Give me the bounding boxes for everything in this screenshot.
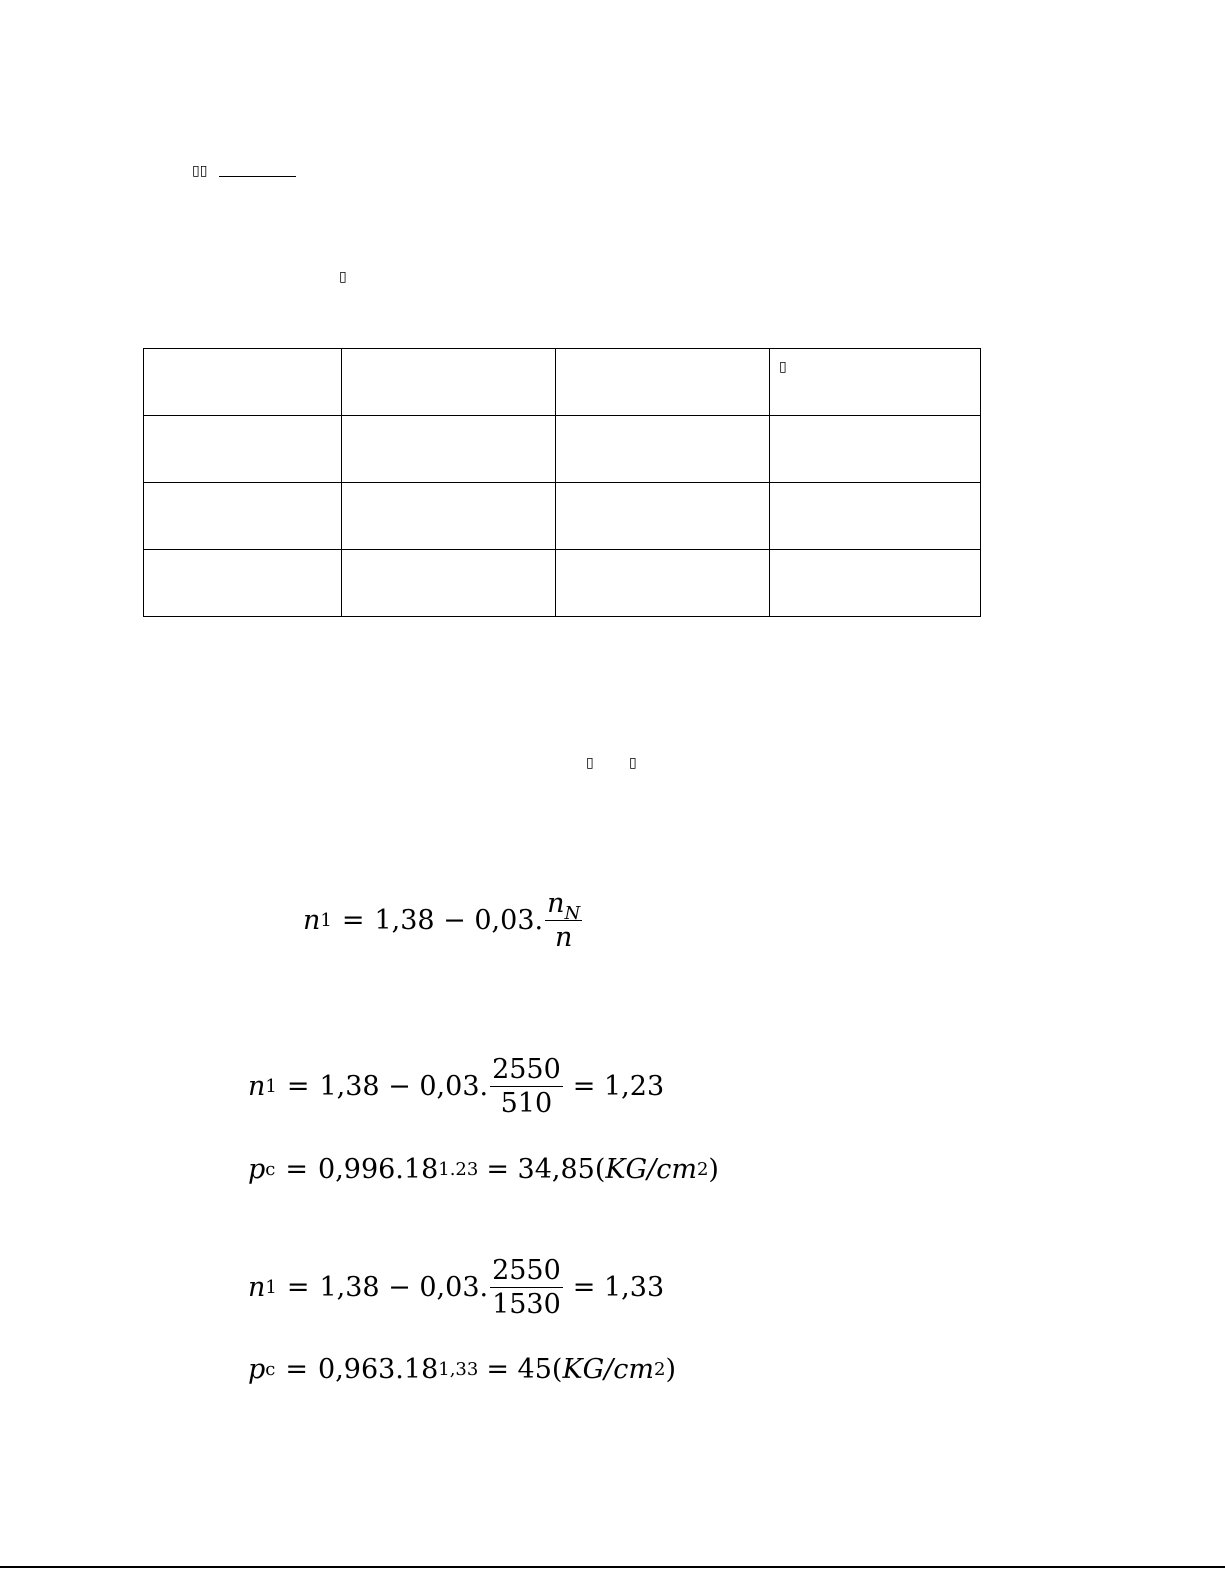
table-cell bbox=[556, 349, 770, 416]
table-row bbox=[144, 550, 981, 617]
header-missing-glyphs: ▯▯ bbox=[192, 163, 208, 179]
table-cell bbox=[144, 349, 342, 416]
table-cell bbox=[144, 550, 342, 617]
table-cell bbox=[342, 483, 556, 550]
formula-pc-calc-2: p c = 0,963.18 1,33 = 45( KG/cm 2 ) bbox=[248, 1354, 676, 1385]
midline-missing-glyph-a: ▯ bbox=[586, 755, 594, 771]
data-table bbox=[143, 348, 981, 617]
table-cell bbox=[342, 349, 556, 416]
table-cell bbox=[770, 483, 981, 550]
table-cell bbox=[144, 483, 342, 550]
table-row bbox=[144, 483, 981, 550]
page-bottom-rule bbox=[0, 1566, 1225, 1568]
header-underline bbox=[219, 176, 296, 177]
table-cell bbox=[556, 483, 770, 550]
table-cell bbox=[342, 416, 556, 483]
formula-n1-calc-1: n 1 = 1,38 − 0,03. $\frac{2550}{510}$ = 1,23 bbox=[248, 1054, 665, 1119]
table-cell bbox=[556, 416, 770, 483]
formula-n1-calc-2: n 1 = 1,38 − 0,03. $\frac{2550}{1530}$ = 1,33 bbox=[248, 1255, 665, 1320]
intro-missing-glyph: ▯ bbox=[339, 269, 347, 285]
table-cell bbox=[342, 550, 556, 617]
table-cell bbox=[770, 349, 981, 416]
midline-missing-glyph-b: ▯ bbox=[629, 755, 637, 771]
table-header-glyph: ▯ bbox=[779, 359, 787, 375]
table-row bbox=[144, 416, 981, 483]
table-row bbox=[144, 349, 981, 416]
table-cell bbox=[144, 416, 342, 483]
formula-general: n 1 = 1,38 − 0,03. $\frac{n_N}{n}$ bbox=[303, 888, 581, 953]
table-cell bbox=[770, 416, 981, 483]
table-cell bbox=[770, 550, 981, 617]
table-cell bbox=[556, 550, 770, 617]
formula-pc-calc-1: p c = 0,996.18 1.23 = 34,85( KG/cm 2 ) bbox=[248, 1154, 719, 1185]
